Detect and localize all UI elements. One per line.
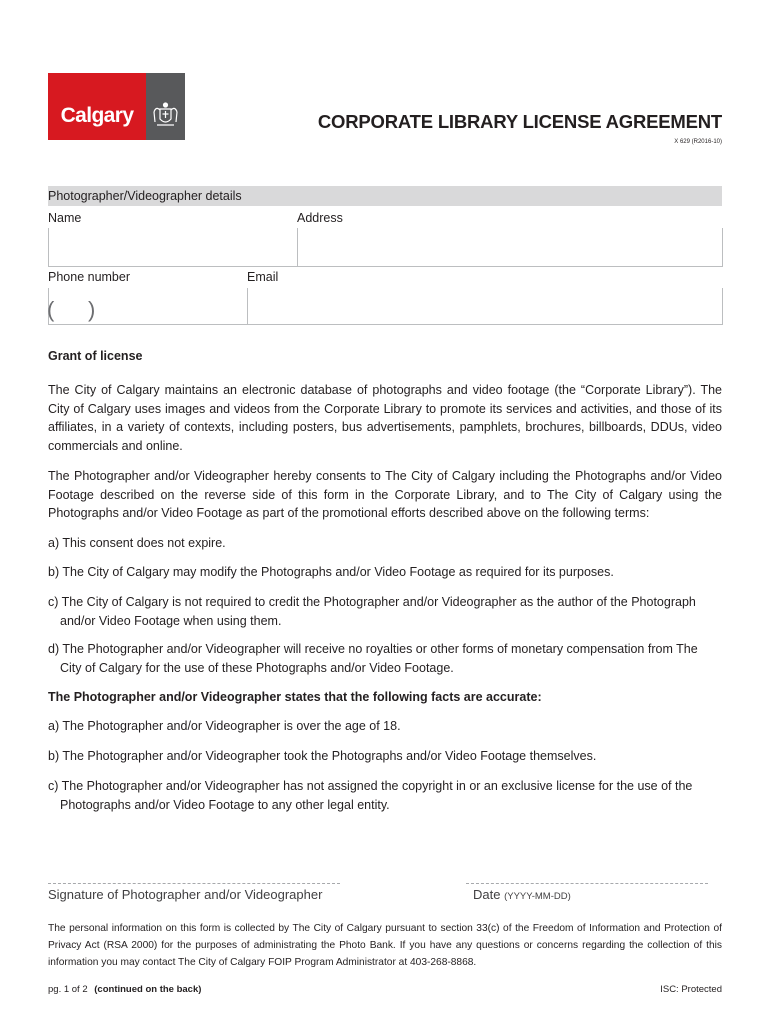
date-label: Date — [473, 887, 501, 902]
continued-note: (continued on the back) — [94, 984, 202, 995]
term-c-continuation: and/or Video Footage when using them. — [60, 613, 282, 628]
address-field[interactable] — [297, 228, 723, 267]
details-section-title: Photographer/Videographer details — [48, 189, 242, 203]
address-label: Address — [297, 211, 343, 225]
page-footer — [48, 984, 201, 996]
fact-b-text: b) The Photographer and/or Videographer took the Photographs and/or Video Footage themselves. — [48, 749, 597, 763]
fact-c — [48, 777, 728, 814]
page-number: pg. 1 of 2 — [48, 984, 88, 995]
date-label-group — [473, 887, 571, 902]
fact-a — [48, 717, 728, 736]
fact-a-text: a) The Photographer and/or Videographer is over the age of 18. — [48, 719, 401, 733]
term-d — [48, 640, 728, 677]
fact-c-continuation: Photographs and/or Video Footage to any other legal entity. — [60, 797, 390, 812]
form-number: X 629 (R2016-10) — [674, 139, 722, 145]
name-label: Name — [48, 211, 82, 225]
privacy-notice: The personal information on this form is collected by The City of Calgary pursuant to section 33(c) of the Freedom of Information and Protection of Privacy Act (RSA 2000) for the purposes of administrating the Photo Bank. If you have any questions or concerns regarding the collection of this information you may contact The City of Calgary FOIP Program Administrator at 403-268-8868. — [48, 923, 722, 968]
details-section-header — [48, 186, 722, 206]
email-label: Email — [247, 270, 279, 284]
facts-heading: The Photographer and/or Videographer states that the following facts are accurate: — [48, 690, 542, 704]
signature-label: Signature of Photographer and/or Videographer — [48, 887, 323, 902]
phone-open-paren: ( — [47, 297, 55, 322]
phone-label: Phone number — [48, 270, 131, 284]
name-field[interactable] — [48, 228, 297, 267]
term-a — [48, 534, 728, 553]
city-crest-icon — [150, 100, 181, 130]
email-field[interactable] — [247, 288, 723, 325]
term-b-text: b) The City of Calgary may modify the Photographs and/or Video Footage as required for its purposes. — [48, 565, 614, 579]
date-format: (YYYY-MM-DD) — [504, 891, 571, 902]
term-c-text: c) The City of Calgary is not required to credit the Photographer and/or Videographer as the author of the Photograph — [48, 595, 696, 609]
term-d-text: d) The Photographer and/or Videographer will receive no royalties or other forms of monetary compensation from The — [48, 642, 698, 656]
term-c — [48, 593, 728, 630]
date-line[interactable] — [466, 883, 708, 884]
term-d-continuation: City of Calgary for the use of these Photographs and/or Video Footage. — [60, 660, 454, 675]
term-a-text: a) This consent does not expire. — [48, 536, 226, 550]
fact-b — [48, 747, 728, 766]
grant-paragraph-1: The City of Calgary maintains an electronic database of photographs and video footage (the “Corporate Library”). The City of Calgary uses images and videos from the Corporate Library to promote its services and activities, and those of its affiliates, in a variety of contexts, including posters, bus advertisements, pamphlets, brochures, billboards, DDUs, video commercials and online. — [48, 383, 722, 453]
logo-text: Calgary — [60, 104, 134, 127]
grant-heading: Grant of license — [48, 349, 143, 363]
form-title: CORPORATE LIBRARY LICENSE AGREEMENT — [317, 111, 722, 132]
term-b — [48, 563, 728, 582]
grant-paragraph-2: The Photographer and/or Videographer hereby consents to The City of Calgary including the Photographs and/or Video Footage described on the reverse side of this form in the Corporate Library, and to The City of Calgary using the Photographs and/or Video Footage as part of the promotional efforts described above on the following terms: — [48, 469, 722, 520]
classification: ISC: Protected — [660, 984, 722, 995]
fact-c-text: c) The Photographer and/or Videographer has not assigned the copyright in or an exclusive license for the use of the — [48, 779, 693, 793]
signature-line[interactable] — [48, 883, 340, 884]
phone-close-paren: ) — [88, 297, 96, 322]
phone-field[interactable] — [48, 288, 247, 325]
